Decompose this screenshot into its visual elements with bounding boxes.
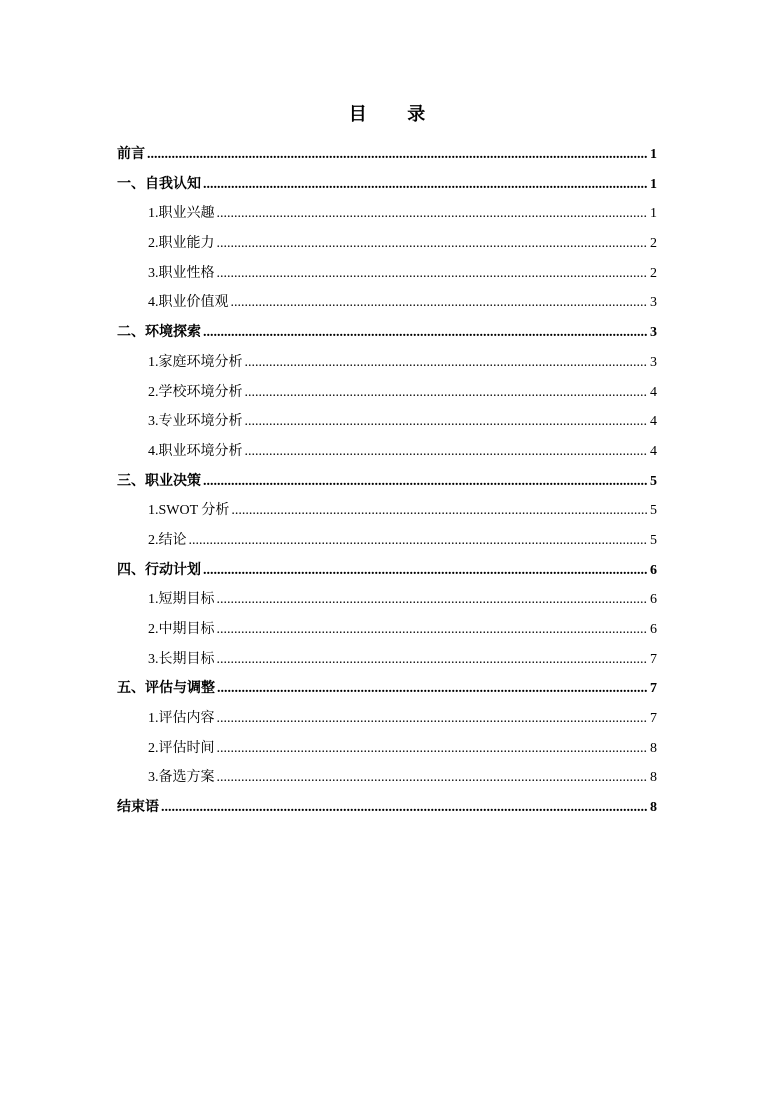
toc-entry-label: 四、行动计划 (117, 562, 201, 578)
toc-dot-leader (217, 229, 648, 259)
toc-entry-page-number: 7 (650, 711, 657, 727)
toc-entry-label: 3.备选方案 (148, 770, 215, 786)
toc-entry[interactable] (117, 793, 657, 823)
toc-dot-leader (203, 318, 647, 348)
toc-entry-page-number: 5 (650, 532, 657, 548)
toc-dot-leader (217, 199, 648, 229)
toc-dot-leader (231, 288, 648, 318)
toc-dot-leader (189, 526, 648, 556)
toc-entry-page-number: 8 (650, 770, 657, 786)
toc-entry-page-number: 3 (650, 325, 657, 341)
toc-entry-page-number: 8 (650, 740, 657, 756)
toc-entry-label: 4.职业价值观 (148, 295, 229, 311)
toc-entry[interactable] (117, 734, 657, 764)
toc-entry[interactable] (117, 229, 657, 259)
toc-entry-label: 1.评估内容 (148, 711, 215, 727)
toc-entry-page-number: 4 (650, 384, 657, 400)
toc-entry-page-number: 2 (650, 236, 657, 252)
toc-dot-leader (217, 645, 648, 675)
toc-entry[interactable] (117, 259, 657, 289)
toc-entry[interactable] (117, 407, 657, 437)
toc-entry[interactable] (117, 437, 657, 467)
toc-entry-label: 1.SWOT 分析 (148, 503, 230, 519)
toc-entry-label: 二、环境探索 (117, 325, 201, 341)
toc-entry-page-number: 3 (650, 354, 657, 370)
toc-entry-page-number: 6 (650, 592, 657, 608)
toc-entry-label: 3.职业性格 (148, 265, 215, 281)
toc-entry[interactable] (117, 288, 657, 318)
toc-entry-label: 1.家庭环境分析 (148, 354, 243, 370)
toc-entry-page-number: 7 (650, 681, 657, 697)
toc-entry-label: 1.短期目标 (148, 592, 215, 608)
toc-dot-leader (217, 585, 648, 615)
toc-entry-label: 4.职业环境分析 (148, 443, 243, 459)
toc-entry-label: 三、职业决策 (117, 473, 201, 489)
toc-dot-leader (245, 407, 648, 437)
toc-entry-label: 2.学校环境分析 (148, 384, 243, 400)
toc-entry-page-number: 6 (650, 622, 657, 637)
toc-dot-leader (161, 793, 647, 823)
toc-dot-leader (147, 140, 647, 170)
toc-entry-label: 前言 (117, 147, 145, 162)
toc-entry-page-number: 5 (650, 473, 657, 489)
toc-entry[interactable] (117, 556, 657, 586)
toc-entry-page-number: 1 (650, 206, 657, 222)
toc-entry-page-number: 1 (650, 176, 657, 192)
toc-entry-page-number: 7 (650, 651, 657, 667)
toc-entry-page-number: 4 (650, 414, 657, 430)
toc-entry[interactable] (117, 467, 657, 497)
toc-entry-label: 一、自我认知 (117, 176, 201, 192)
toc-entry-page-number: 2 (650, 265, 657, 281)
toc-dot-leader (245, 437, 648, 467)
toc-dot-leader (217, 259, 648, 289)
toc-dot-leader (245, 378, 648, 408)
toc-dot-leader (203, 556, 647, 586)
toc-entry[interactable] (117, 585, 657, 615)
toc-entry-label: 2.结论 (148, 532, 187, 548)
toc-dot-leader (217, 704, 648, 734)
toc-dot-leader (203, 170, 647, 200)
toc-entry-label: 结束语 (117, 800, 159, 816)
toc-entry-page-number: 4 (650, 443, 657, 459)
toc-entry[interactable] (117, 496, 657, 526)
toc-entry[interactable] (117, 140, 657, 170)
toc-entry-label: 2.中期目标 (148, 622, 215, 637)
toc-dot-leader (217, 615, 648, 645)
toc-dot-leader (217, 674, 647, 704)
toc-entry[interactable] (117, 645, 657, 675)
toc-dot-leader (245, 348, 648, 378)
table-of-contents (117, 140, 657, 823)
toc-dot-leader (203, 467, 647, 497)
toc-entry-page-number: 5 (650, 503, 657, 519)
toc-entry[interactable] (117, 170, 657, 200)
toc-entry-label: 2.职业能力 (148, 236, 215, 252)
toc-entry-page-number: 6 (650, 562, 657, 578)
toc-entry[interactable] (117, 763, 657, 793)
toc-dot-leader (231, 496, 647, 526)
toc-entry-label: 3.长期目标 (148, 651, 215, 667)
toc-entry-label: 1.职业兴趣 (148, 206, 215, 222)
toc-entry[interactable] (117, 378, 657, 408)
toc-entry[interactable] (117, 318, 657, 348)
toc-entry[interactable] (117, 674, 657, 704)
toc-entry[interactable] (117, 348, 657, 378)
toc-entry-page-number: 3 (650, 295, 657, 311)
toc-entry-label: 五、评估与调整 (117, 681, 215, 697)
toc-dot-leader (217, 734, 648, 764)
toc-entry-page-number: 8 (650, 800, 657, 816)
toc-title: 目 录 (348, 104, 444, 124)
toc-entry-page-number: 1 (650, 147, 657, 162)
toc-entry[interactable] (117, 199, 657, 229)
toc-entry-label: 2.评估时间 (148, 740, 215, 756)
toc-entry[interactable] (117, 615, 657, 645)
toc-entry-label: 3.专业环境分析 (148, 414, 243, 430)
toc-entry[interactable] (117, 704, 657, 734)
toc-entry[interactable] (117, 526, 657, 556)
toc-dot-leader (217, 763, 648, 793)
